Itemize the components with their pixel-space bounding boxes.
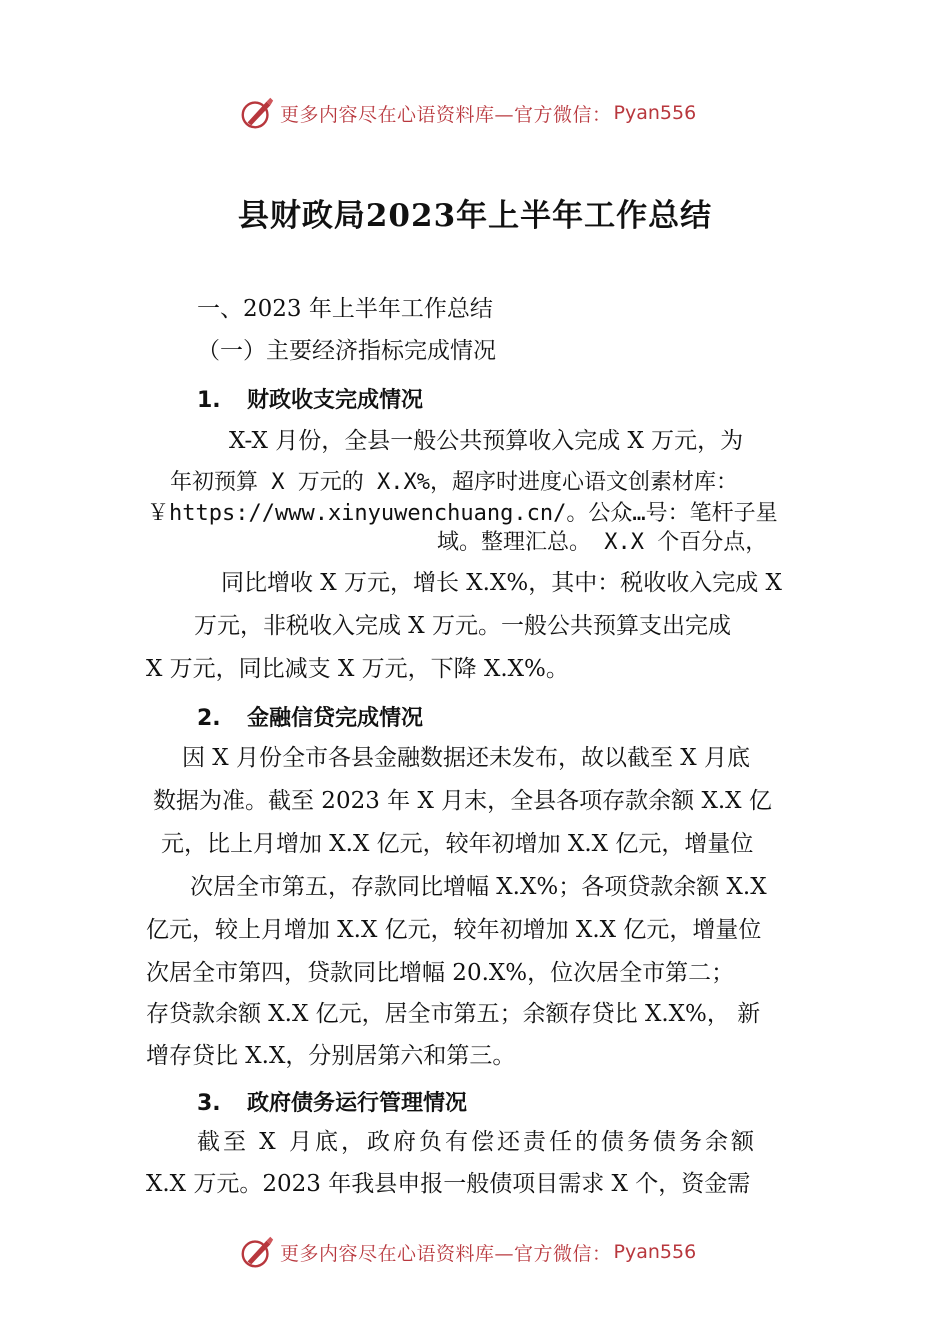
- footer-banner: [238, 1232, 696, 1272]
- section-heading-1: 一、2023 年上半年工作总结: [197, 296, 493, 322]
- paragraph-line: 万元，非税收入完成 X 万元。一般公共预算支出完成: [194, 613, 731, 639]
- heading-text: 金融信贷完成情况: [247, 706, 424, 731]
- subsection-heading-1: （一）主要经济指标完成情况: [197, 338, 496, 364]
- heading-number: 1.: [197, 388, 221, 413]
- pen-logo-icon: [238, 1233, 276, 1271]
- banner-wechat-id: Pyan556: [613, 102, 697, 124]
- paragraph-line: X-X 月份，全县一般公共预算收入完成 X 万元，为: [229, 428, 744, 454]
- heading-finance: [197, 708, 423, 730]
- banner-wechat-id: Pyan556: [613, 1241, 697, 1263]
- banner-text: 更多内容尽在心语资料库—官方微信：: [280, 103, 612, 126]
- paragraph-line: X 万元，同比减支 X 万元，下降 X.X%。: [146, 656, 569, 682]
- header-banner: [238, 93, 696, 133]
- heading-debt: [197, 1093, 467, 1115]
- paragraph-line: 亿元，较上月增加 X.X 亿元，较年初增加 X.X 亿元，增量位: [146, 917, 762, 943]
- paragraph-line: 增存贷比 X.X，分别居第六和第三。: [146, 1043, 516, 1069]
- paragraph-line: 存贷款余额 X.X 亿元，居全市第五；余额存贷比 X.X%， 新: [146, 1001, 761, 1027]
- heading-number: 3.: [197, 1091, 221, 1116]
- paragraph-line: 域。整理汇总。 X.X 个百分点，: [437, 530, 768, 555]
- paragraph-line: 截至 X 月底，政府负有偿还责任的债务债务余额: [197, 1129, 757, 1155]
- paragraph-line: 元，比上月增加 X.X 亿元，较年初增加 X.X 亿元，增量位: [161, 831, 754, 857]
- heading-text: 财政收支完成情况: [247, 388, 424, 413]
- paragraph-line: ￥https://www.xinyuwenchuang.cn/。公众…号：笔杆子星: [147, 501, 778, 526]
- heading-number: 2.: [197, 706, 221, 731]
- paragraph-line: 次居全市第四，贷款同比增幅 20.X%，位次居全市第二；: [146, 960, 735, 986]
- paragraph-line: X.X 万元。2023 年我县申报一般债项目需求 X 个，资金需: [146, 1171, 751, 1197]
- pen-logo-icon: [238, 94, 276, 132]
- paragraph-line: 因 X 月份全市各县金融数据还未发布，故以截至 X 月底: [182, 745, 750, 771]
- paragraph-line: 次居全市第五，存款同比增幅 X.X%；各项贷款余额 X.X: [190, 874, 767, 900]
- paragraph-line: 数据为准。截至 2023 年 X 月末，全县各项存款余额 X.X 亿: [153, 788, 772, 814]
- banner-text: 更多内容尽在心语资料库—官方微信：: [280, 1242, 612, 1265]
- paragraph-line: 年初预算 X 万元的 X.X%，超序时进度心语文创素材库：: [170, 470, 738, 495]
- paragraph-line: 同比增收 X 万元，增长 X.X%，其中：税收收入完成 X: [221, 570, 782, 596]
- heading-text: 政府债务运行管理情况: [247, 1091, 468, 1116]
- heading-fiscal: [197, 390, 423, 412]
- document-title: 县财政局2023年上半年工作总结: [237, 198, 713, 234]
